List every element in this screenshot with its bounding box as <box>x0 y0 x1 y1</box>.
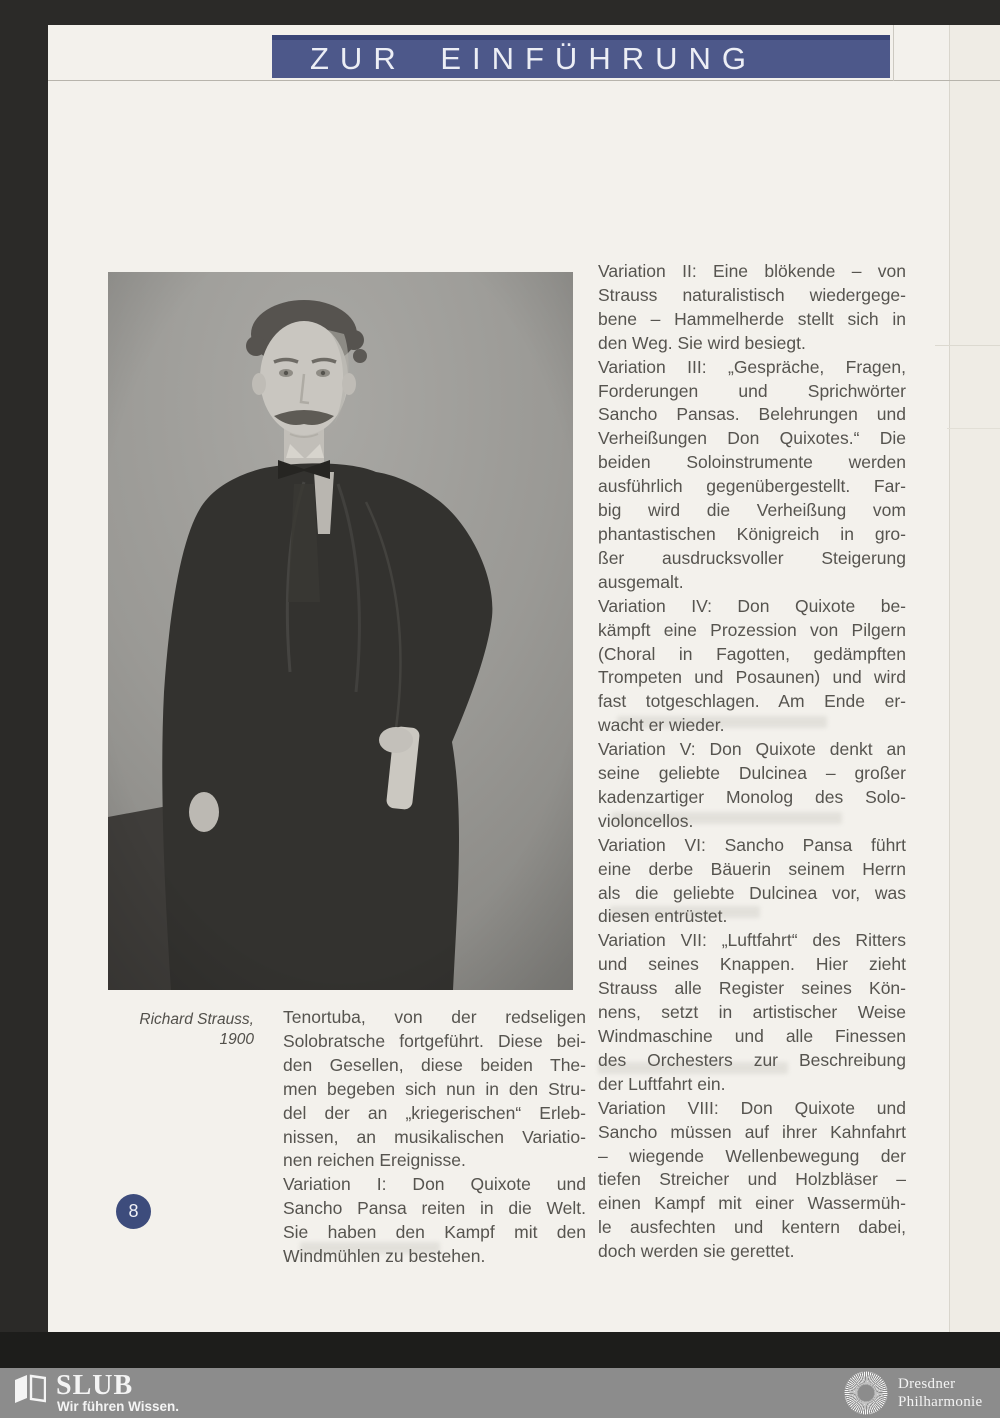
text-line: den Weg. Sie wird besiegt. <box>598 332 806 353</box>
scan-bottom-shadow <box>0 1332 1000 1368</box>
left-text-column <box>283 1006 586 1269</box>
text-line: Solobratsche fortgeführt. Diese bei- <box>283 1030 586 1051</box>
text-line: Variation VIII: Don Quixote und <box>598 1097 906 1118</box>
text-line: Tenortuba, von der redseligen <box>283 1007 586 1027</box>
text-line: fast totgeschlagen. Am Ende er- <box>598 691 906 712</box>
text-line: del der an „kriegerischen“ Erleb- <box>283 1102 586 1123</box>
slub-book-icon <box>14 1374 46 1404</box>
paragraph <box>598 1097 906 1264</box>
text-line: – wiegende Wellenbewegung der <box>598 1145 906 1166</box>
text-line: beiden Soloinstrumente werden <box>598 452 906 473</box>
philharmonie-logo-text <box>898 1375 982 1411</box>
text-line: bene – Hammelherde stellt sich in <box>598 308 906 329</box>
text-line: Verheißungen Don Quixotes.“ Die <box>598 428 906 449</box>
caption-line: Richard Strauss, <box>139 1011 254 1028</box>
paragraph <box>598 595 906 738</box>
text-line: der Luftfahrt ein. <box>598 1073 726 1094</box>
sheet-edge-mark <box>935 345 1000 346</box>
text-line: men begeben sich nun in den Stru- <box>283 1078 586 1099</box>
richard-strauss-photo <box>108 272 573 990</box>
text-line: ausgemalt. <box>598 571 684 592</box>
text-line: big wird die Verheißung vom <box>598 500 906 521</box>
text-line: ausführlich gegenübergestellt. Far- <box>598 476 906 497</box>
text-line: kadenzartiger Monolog des Solo- <box>598 786 906 807</box>
paragraph <box>283 1173 586 1269</box>
paragraph <box>598 834 906 930</box>
text-line: (Choral in Fagotten, gedämpften <box>598 643 906 664</box>
text-line: Windmaschine und alle Finessen <box>598 1026 906 1046</box>
philharmonie-line: Dresdner <box>898 1376 956 1392</box>
text-line: Forderungen und Sprichwörter <box>598 380 906 401</box>
sheet-edge-line <box>48 80 1000 81</box>
text-line: und seines Knappen. Hier zieht <box>598 954 906 975</box>
text-line: Sancho Pansas. Belehrungen und <box>598 404 906 425</box>
text-line: Sie haben den Kampf mit den <box>283 1222 586 1243</box>
text-line: seine geliebte Dulcinea – großer <box>598 763 906 784</box>
section-header-band <box>272 35 890 78</box>
slub-logo-text: SLUB <box>56 1370 134 1401</box>
text-line: doch werden sie gerettet. <box>598 1241 795 1262</box>
text-line: phantastischen Königreich in gro- <box>598 523 906 544</box>
text-line: Strauss naturalistisch wiedergege- <box>598 284 906 305</box>
text-line: Sancho müssen auf ihrer Kahnfahrt <box>598 1121 906 1142</box>
text-line: Windmühlen zu bestehen. <box>283 1246 486 1267</box>
text-line: Trompeten und Posaunen) und wird <box>598 667 906 688</box>
text-line: Variation III: „Gespräche, Fragen, <box>598 356 906 377</box>
slub-tagline: Wir führen Wissen. <box>57 1399 180 1414</box>
paragraph <box>598 356 906 595</box>
paragraph <box>283 1006 586 1173</box>
sheet-edge-mark <box>947 428 1000 429</box>
text-line: nen reichen Ereignisse. <box>283 1150 466 1171</box>
text-line: Variation II: Eine blökende – von <box>598 261 906 281</box>
text-line: Variation V: Don Quixote denkt an <box>598 739 906 760</box>
text-line: Variation I: Don Quixote und <box>283 1174 586 1195</box>
page-number-badge: 8 <box>116 1194 151 1229</box>
text-line: violoncellos. <box>598 810 694 831</box>
underlying-sheet-edge <box>950 25 1000 1332</box>
sheet-edge-line-vertical <box>893 25 894 81</box>
text-line: Variation VII: „Luftfahrt“ des Ritters <box>598 930 906 951</box>
text-line: nens, setzt in artistischer Weise <box>598 1002 906 1023</box>
text-line: Variation VI: Sancho Pansa führt <box>598 834 906 855</box>
photo-caption <box>118 1010 254 1050</box>
text-line: diesen entrüstet. <box>598 906 728 927</box>
caption-line: 1900 <box>219 1031 254 1048</box>
page-fold-line <box>949 25 950 1332</box>
right-text-column <box>598 260 906 1264</box>
paragraph <box>598 260 906 356</box>
text-line: kämpft eine Prozession von Pilgern <box>598 619 906 640</box>
text-line: tiefen Streicher und Holzbläser – <box>598 1169 906 1190</box>
text-line: Sancho Pansa reiten in die Welt. <box>283 1198 586 1219</box>
viewer-footer-bar <box>0 1368 1000 1418</box>
text-line: Variation IV: Don Quixote be- <box>598 595 906 616</box>
paragraph <box>598 929 906 1096</box>
text-line: wacht er wieder. <box>598 715 725 736</box>
text-line: le ausfechten und kentern dabei, <box>598 1217 906 1238</box>
text-line: des Orchesters zur Beschreibung <box>598 1049 906 1070</box>
page-title: ZUR EINFÜHRUNG <box>310 41 757 76</box>
text-line: den Gesellen, diese beiden The- <box>283 1054 586 1075</box>
text-line: nissen, an musikalischen Variatio- <box>283 1126 586 1147</box>
text-line: ßer ausdrucksvoller Steigerung <box>598 547 906 568</box>
text-line: eine derbe Bäuerin seinem Herrn <box>598 858 906 879</box>
text-line: als die geliebte Dulcinea vor, was <box>598 882 906 903</box>
philharmonie-starburst-icon <box>844 1371 888 1415</box>
paragraph <box>598 738 906 834</box>
philharmonie-line: Philharmonie <box>898 1394 983 1410</box>
text-line: einen Kampf mit einer Wassermüh- <box>598 1193 906 1214</box>
text-line: Strauss alle Register seines Kön- <box>598 978 906 999</box>
